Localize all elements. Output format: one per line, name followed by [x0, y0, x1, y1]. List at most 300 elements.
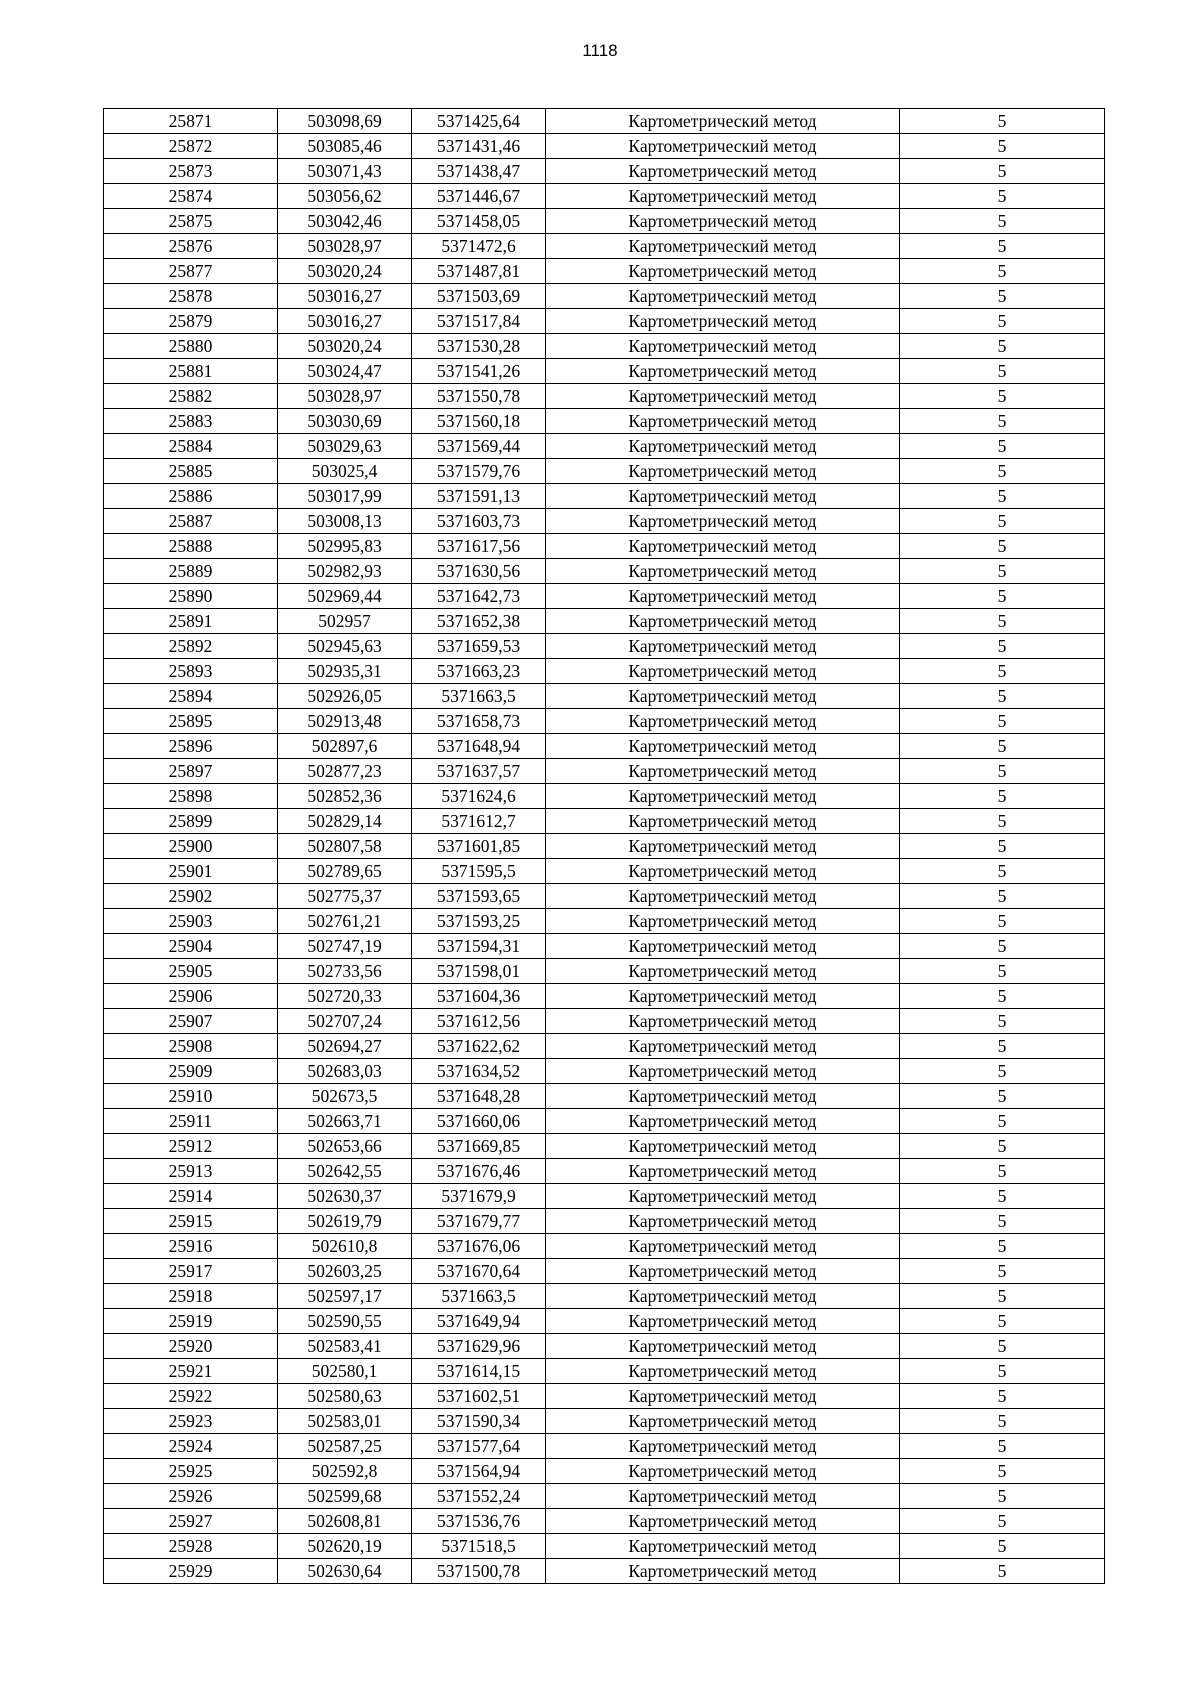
accuracy-cell: 5: [900, 984, 1105, 1009]
accuracy-cell: 5: [900, 284, 1105, 309]
point-number-cell: 25909: [104, 1059, 278, 1084]
table-row: [104, 359, 1105, 384]
y-coordinate-cell: 5371679,9: [412, 1184, 546, 1209]
table-row: [104, 1309, 1105, 1334]
accuracy-cell: 5: [900, 934, 1105, 959]
y-coordinate-cell: 5371604,36: [412, 984, 546, 1009]
table-row: [104, 659, 1105, 684]
point-number-cell: 25902: [104, 884, 278, 909]
method-cell: Картометрический метод: [546, 284, 900, 309]
method-cell: Картометрический метод: [546, 1234, 900, 1259]
x-coordinate-cell: 502897,6: [278, 734, 412, 759]
y-coordinate-cell: 5371648,28: [412, 1084, 546, 1109]
table-row: [104, 909, 1105, 934]
table-row: [104, 784, 1105, 809]
x-coordinate-cell: 502642,55: [278, 1159, 412, 1184]
x-coordinate-cell: 502620,19: [278, 1534, 412, 1559]
point-number-cell: 25880: [104, 334, 278, 359]
accuracy-cell: 5: [900, 1034, 1105, 1059]
x-coordinate-cell: 503042,46: [278, 209, 412, 234]
table-row: [104, 1434, 1105, 1459]
method-cell: Картометрический метод: [546, 809, 900, 834]
y-coordinate-cell: 5371438,47: [412, 159, 546, 184]
accuracy-cell: 5: [900, 334, 1105, 359]
y-coordinate-cell: 5371431,46: [412, 134, 546, 159]
x-coordinate-cell: 502630,64: [278, 1559, 412, 1584]
y-coordinate-cell: 5371579,76: [412, 459, 546, 484]
x-coordinate-cell: 502829,14: [278, 809, 412, 834]
table-row: [104, 1109, 1105, 1134]
y-coordinate-cell: 5371590,34: [412, 1409, 546, 1434]
table-row: [104, 859, 1105, 884]
y-coordinate-cell: 5371487,81: [412, 259, 546, 284]
accuracy-cell: 5: [900, 584, 1105, 609]
accuracy-cell: 5: [900, 1209, 1105, 1234]
method-cell: Картометрический метод: [546, 834, 900, 859]
table-row: [104, 884, 1105, 909]
x-coordinate-cell: 503017,99: [278, 484, 412, 509]
table-row: [104, 509, 1105, 534]
accuracy-cell: 5: [900, 684, 1105, 709]
table-row: [104, 384, 1105, 409]
x-coordinate-cell: 503008,13: [278, 509, 412, 534]
table-row: [104, 1134, 1105, 1159]
method-cell: Картометрический метод: [546, 1034, 900, 1059]
table-row: [104, 534, 1105, 559]
table-row: [104, 584, 1105, 609]
point-number-cell: 25871: [104, 109, 278, 134]
table-row: [104, 1559, 1105, 1584]
method-cell: Картометрический метод: [546, 1059, 900, 1084]
accuracy-cell: 5: [900, 1409, 1105, 1434]
x-coordinate-cell: 503030,69: [278, 409, 412, 434]
method-cell: Картометрический метод: [546, 984, 900, 1009]
table-row: [104, 1159, 1105, 1184]
point-number-cell: 25912: [104, 1134, 278, 1159]
y-coordinate-cell: 5371593,25: [412, 909, 546, 934]
accuracy-cell: 5: [900, 1509, 1105, 1534]
y-coordinate-cell: 5371629,96: [412, 1334, 546, 1359]
point-number-cell: 25906: [104, 984, 278, 1009]
table-row: [104, 234, 1105, 259]
point-number-cell: 25894: [104, 684, 278, 709]
method-cell: Картометрический метод: [546, 1134, 900, 1159]
accuracy-cell: 5: [900, 1284, 1105, 1309]
accuracy-cell: 5: [900, 309, 1105, 334]
accuracy-cell: 5: [900, 1059, 1105, 1084]
point-number-cell: 25896: [104, 734, 278, 759]
point-number-cell: 25919: [104, 1309, 278, 1334]
accuracy-cell: 5: [900, 409, 1105, 434]
x-coordinate-cell: 503056,62: [278, 184, 412, 209]
method-cell: Картометрический метод: [546, 434, 900, 459]
accuracy-cell: 5: [900, 209, 1105, 234]
accuracy-cell: 5: [900, 1384, 1105, 1409]
x-coordinate-cell: 503025,4: [278, 459, 412, 484]
y-coordinate-cell: 5371679,77: [412, 1209, 546, 1234]
accuracy-cell: 5: [900, 459, 1105, 484]
table-row: [104, 409, 1105, 434]
y-coordinate-cell: 5371663,23: [412, 659, 546, 684]
x-coordinate-cell: 502935,31: [278, 659, 412, 684]
point-number-cell: 25873: [104, 159, 278, 184]
accuracy-cell: 5: [900, 859, 1105, 884]
accuracy-cell: 5: [900, 759, 1105, 784]
x-coordinate-cell: 502807,58: [278, 834, 412, 859]
method-cell: Картометрический метод: [546, 734, 900, 759]
table-row: [104, 1359, 1105, 1384]
method-cell: Картометрический метод: [546, 609, 900, 634]
table-row: [104, 184, 1105, 209]
accuracy-cell: 5: [900, 634, 1105, 659]
point-number-cell: 25876: [104, 234, 278, 259]
table-row: [104, 734, 1105, 759]
accuracy-cell: 5: [900, 1109, 1105, 1134]
method-cell: Картометрический метод: [546, 634, 900, 659]
x-coordinate-cell: 502852,36: [278, 784, 412, 809]
x-coordinate-cell: 503028,97: [278, 384, 412, 409]
method-cell: Картометрический метод: [546, 884, 900, 909]
method-cell: Картометрический метод: [546, 134, 900, 159]
table-row: [104, 1534, 1105, 1559]
point-number-cell: 25914: [104, 1184, 278, 1209]
table-row: [104, 259, 1105, 284]
method-cell: Картометрический метод: [546, 1084, 900, 1109]
table-row: [104, 159, 1105, 184]
accuracy-cell: 5: [900, 159, 1105, 184]
accuracy-cell: 5: [900, 1234, 1105, 1259]
method-cell: Картометрический метод: [546, 784, 900, 809]
method-cell: Картометрический метод: [546, 1509, 900, 1534]
point-number-cell: 25922: [104, 1384, 278, 1409]
method-cell: Картометрический метод: [546, 1209, 900, 1234]
y-coordinate-cell: 5371659,53: [412, 634, 546, 659]
x-coordinate-cell: 503016,27: [278, 309, 412, 334]
accuracy-cell: 5: [900, 1309, 1105, 1334]
y-coordinate-cell: 5371622,62: [412, 1034, 546, 1059]
table-row: [104, 709, 1105, 734]
y-coordinate-cell: 5371614,15: [412, 1359, 546, 1384]
y-coordinate-cell: 5371425,64: [412, 109, 546, 134]
method-cell: Картометрический метод: [546, 1184, 900, 1209]
table-row: [104, 609, 1105, 634]
table-row: [104, 484, 1105, 509]
method-cell: Картометрический метод: [546, 1409, 900, 1434]
y-coordinate-cell: 5371603,73: [412, 509, 546, 534]
y-coordinate-cell: 5371577,64: [412, 1434, 546, 1459]
point-number-cell: 25901: [104, 859, 278, 884]
point-number-cell: 25875: [104, 209, 278, 234]
method-cell: Картометрический метод: [546, 1109, 900, 1134]
table-row: [104, 1509, 1105, 1534]
accuracy-cell: 5: [900, 534, 1105, 559]
point-number-cell: 25903: [104, 909, 278, 934]
accuracy-cell: 5: [900, 709, 1105, 734]
y-coordinate-cell: 5371648,94: [412, 734, 546, 759]
y-coordinate-cell: 5371598,01: [412, 959, 546, 984]
x-coordinate-cell: 502673,5: [278, 1084, 412, 1109]
table-row: [104, 1334, 1105, 1359]
accuracy-cell: 5: [900, 1459, 1105, 1484]
x-coordinate-cell: 502590,55: [278, 1309, 412, 1334]
point-number-cell: 25881: [104, 359, 278, 384]
x-coordinate-cell: 502913,48: [278, 709, 412, 734]
y-coordinate-cell: 5371663,5: [412, 684, 546, 709]
table-body: [104, 109, 1105, 1584]
x-coordinate-cell: 502877,23: [278, 759, 412, 784]
x-coordinate-cell: 502775,37: [278, 884, 412, 909]
point-number-cell: 25918: [104, 1284, 278, 1309]
x-coordinate-cell: 502597,17: [278, 1284, 412, 1309]
y-coordinate-cell: 5371676,46: [412, 1159, 546, 1184]
point-number-cell: 25888: [104, 534, 278, 559]
accuracy-cell: 5: [900, 234, 1105, 259]
point-number-cell: 25917: [104, 1259, 278, 1284]
table-row: [104, 984, 1105, 1009]
x-coordinate-cell: 502619,79: [278, 1209, 412, 1234]
method-cell: Картометрический метод: [546, 1009, 900, 1034]
y-coordinate-cell: 5371500,78: [412, 1559, 546, 1584]
point-number-cell: 25916: [104, 1234, 278, 1259]
method-cell: Картометрический метод: [546, 509, 900, 534]
table-row: [104, 109, 1105, 134]
method-cell: Картометрический метод: [546, 409, 900, 434]
table-row: [104, 634, 1105, 659]
y-coordinate-cell: 5371536,76: [412, 1509, 546, 1534]
y-coordinate-cell: 5371517,84: [412, 309, 546, 334]
y-coordinate-cell: 5371612,7: [412, 809, 546, 834]
method-cell: Картометрический метод: [546, 359, 900, 384]
y-coordinate-cell: 5371503,69: [412, 284, 546, 309]
point-number-cell: 25923: [104, 1409, 278, 1434]
y-coordinate-cell: 5371670,64: [412, 1259, 546, 1284]
x-coordinate-cell: 502610,8: [278, 1234, 412, 1259]
y-coordinate-cell: 5371446,67: [412, 184, 546, 209]
method-cell: Картометрический метод: [546, 909, 900, 934]
method-cell: Картометрический метод: [546, 934, 900, 959]
method-cell: Картометрический метод: [546, 209, 900, 234]
point-number-cell: 25910: [104, 1084, 278, 1109]
point-number-cell: 25889: [104, 559, 278, 584]
y-coordinate-cell: 5371642,73: [412, 584, 546, 609]
accuracy-cell: 5: [900, 184, 1105, 209]
y-coordinate-cell: 5371560,18: [412, 409, 546, 434]
point-number-cell: 25900: [104, 834, 278, 859]
y-coordinate-cell: 5371612,56: [412, 1009, 546, 1034]
method-cell: Картометрический метод: [546, 1434, 900, 1459]
x-coordinate-cell: 502969,44: [278, 584, 412, 609]
accuracy-cell: 5: [900, 1159, 1105, 1184]
method-cell: Картометрический метод: [546, 659, 900, 684]
y-coordinate-cell: 5371518,5: [412, 1534, 546, 1559]
x-coordinate-cell: 502683,03: [278, 1059, 412, 1084]
x-coordinate-cell: 502587,25: [278, 1434, 412, 1459]
table-row: [104, 1034, 1105, 1059]
x-coordinate-cell: 502599,68: [278, 1484, 412, 1509]
accuracy-cell: 5: [900, 959, 1105, 984]
y-coordinate-cell: 5371591,13: [412, 484, 546, 509]
point-number-cell: 25891: [104, 609, 278, 634]
accuracy-cell: 5: [900, 734, 1105, 759]
y-coordinate-cell: 5371652,38: [412, 609, 546, 634]
method-cell: Картометрический метод: [546, 1459, 900, 1484]
y-coordinate-cell: 5371550,78: [412, 384, 546, 409]
point-number-cell: 25877: [104, 259, 278, 284]
method-cell: Картометрический метод: [546, 334, 900, 359]
table-row: [104, 1409, 1105, 1434]
y-coordinate-cell: 5371530,28: [412, 334, 546, 359]
accuracy-cell: 5: [900, 509, 1105, 534]
point-number-cell: 25905: [104, 959, 278, 984]
x-coordinate-cell: 502603,25: [278, 1259, 412, 1284]
page-number: 1118: [582, 41, 618, 60]
y-coordinate-cell: 5371663,5: [412, 1284, 546, 1309]
table-row: [104, 834, 1105, 859]
coordinates-table: [103, 108, 1105, 1584]
table-row: [104, 1259, 1105, 1284]
table-row: [104, 1459, 1105, 1484]
method-cell: Картометрический метод: [546, 709, 900, 734]
table-row: [104, 1384, 1105, 1409]
table-row: [104, 809, 1105, 834]
table-row: [104, 684, 1105, 709]
x-coordinate-cell: 502580,63: [278, 1384, 412, 1409]
point-number-cell: 25908: [104, 1034, 278, 1059]
point-number-cell: 25907: [104, 1009, 278, 1034]
accuracy-cell: 5: [900, 1084, 1105, 1109]
method-cell: Картометрический метод: [546, 309, 900, 334]
x-coordinate-cell: 502995,83: [278, 534, 412, 559]
method-cell: Картометрический метод: [546, 259, 900, 284]
accuracy-cell: 5: [900, 1484, 1105, 1509]
point-number-cell: 25892: [104, 634, 278, 659]
method-cell: Картометрический метод: [546, 559, 900, 584]
point-number-cell: 25878: [104, 284, 278, 309]
y-coordinate-cell: 5371669,85: [412, 1134, 546, 1159]
accuracy-cell: 5: [900, 559, 1105, 584]
y-coordinate-cell: 5371660,06: [412, 1109, 546, 1134]
table-row: [104, 1009, 1105, 1034]
point-number-cell: 25926: [104, 1484, 278, 1509]
accuracy-cell: 5: [900, 484, 1105, 509]
accuracy-cell: 5: [900, 1359, 1105, 1384]
method-cell: Картометрический метод: [546, 184, 900, 209]
point-number-cell: 25927: [104, 1509, 278, 1534]
accuracy-cell: 5: [900, 784, 1105, 809]
y-coordinate-cell: 5371617,56: [412, 534, 546, 559]
point-number-cell: 25895: [104, 709, 278, 734]
table-row: [104, 759, 1105, 784]
y-coordinate-cell: 5371601,85: [412, 834, 546, 859]
point-number-cell: 25882: [104, 384, 278, 409]
y-coordinate-cell: 5371458,05: [412, 209, 546, 234]
y-coordinate-cell: 5371593,65: [412, 884, 546, 909]
method-cell: Картометрический метод: [546, 684, 900, 709]
method-cell: Картометрический метод: [546, 1559, 900, 1584]
method-cell: Картометрический метод: [546, 159, 900, 184]
x-coordinate-cell: 502583,41: [278, 1334, 412, 1359]
table-row: [104, 559, 1105, 584]
method-cell: Картометрический метод: [546, 1159, 900, 1184]
method-cell: Картометрический метод: [546, 1284, 900, 1309]
method-cell: Картометрический метод: [546, 859, 900, 884]
point-number-cell: 25899: [104, 809, 278, 834]
x-coordinate-cell: 502653,66: [278, 1134, 412, 1159]
accuracy-cell: 5: [900, 884, 1105, 909]
method-cell: Картометрический метод: [546, 759, 900, 784]
x-coordinate-cell: 502982,93: [278, 559, 412, 584]
point-number-cell: 25885: [104, 459, 278, 484]
x-coordinate-cell: 503029,63: [278, 434, 412, 459]
point-number-cell: 25898: [104, 784, 278, 809]
table-row: [104, 209, 1105, 234]
accuracy-cell: 5: [900, 384, 1105, 409]
point-number-cell: 25925: [104, 1459, 278, 1484]
point-number-cell: 25893: [104, 659, 278, 684]
table-row: [104, 1209, 1105, 1234]
accuracy-cell: 5: [900, 359, 1105, 384]
method-cell: Картометрический метод: [546, 1384, 900, 1409]
table-row: [104, 1484, 1105, 1509]
y-coordinate-cell: 5371602,51: [412, 1384, 546, 1409]
table-row: [104, 1059, 1105, 1084]
accuracy-cell: 5: [900, 134, 1105, 159]
method-cell: Картометрический метод: [546, 1484, 900, 1509]
point-number-cell: 25920: [104, 1334, 278, 1359]
accuracy-cell: 5: [900, 259, 1105, 284]
table-row: [104, 459, 1105, 484]
x-coordinate-cell: 502608,81: [278, 1509, 412, 1534]
point-number-cell: 25924: [104, 1434, 278, 1459]
point-number-cell: 25886: [104, 484, 278, 509]
accuracy-cell: 5: [900, 1259, 1105, 1284]
point-number-cell: 25890: [104, 584, 278, 609]
point-number-cell: 25887: [104, 509, 278, 534]
accuracy-cell: 5: [900, 1334, 1105, 1359]
method-cell: Картометрический метод: [546, 234, 900, 259]
method-cell: Картометрический метод: [546, 534, 900, 559]
x-coordinate-cell: 502733,56: [278, 959, 412, 984]
point-number-cell: 25874: [104, 184, 278, 209]
table-row: [104, 1184, 1105, 1209]
accuracy-cell: 5: [900, 1184, 1105, 1209]
x-coordinate-cell: 502945,63: [278, 634, 412, 659]
accuracy-cell: 5: [900, 809, 1105, 834]
x-coordinate-cell: 503085,46: [278, 134, 412, 159]
y-coordinate-cell: 5371649,94: [412, 1309, 546, 1334]
method-cell: Картометрический метод: [546, 1534, 900, 1559]
table-row: [104, 434, 1105, 459]
x-coordinate-cell: 503071,43: [278, 159, 412, 184]
accuracy-cell: 5: [900, 909, 1105, 934]
x-coordinate-cell: 503020,24: [278, 334, 412, 359]
x-coordinate-cell: 502663,71: [278, 1109, 412, 1134]
accuracy-cell: 5: [900, 1434, 1105, 1459]
x-coordinate-cell: 503020,24: [278, 259, 412, 284]
method-cell: Картометрический метод: [546, 384, 900, 409]
method-cell: Картометрический метод: [546, 1359, 900, 1384]
x-coordinate-cell: 502720,33: [278, 984, 412, 1009]
table-row: [104, 1284, 1105, 1309]
x-coordinate-cell: 502926,05: [278, 684, 412, 709]
method-cell: Картометрический метод: [546, 584, 900, 609]
x-coordinate-cell: 502747,19: [278, 934, 412, 959]
accuracy-cell: 5: [900, 1534, 1105, 1559]
y-coordinate-cell: 5371564,94: [412, 1459, 546, 1484]
method-cell: Картометрический метод: [546, 1259, 900, 1284]
point-number-cell: 25872: [104, 134, 278, 159]
table-row: [104, 959, 1105, 984]
